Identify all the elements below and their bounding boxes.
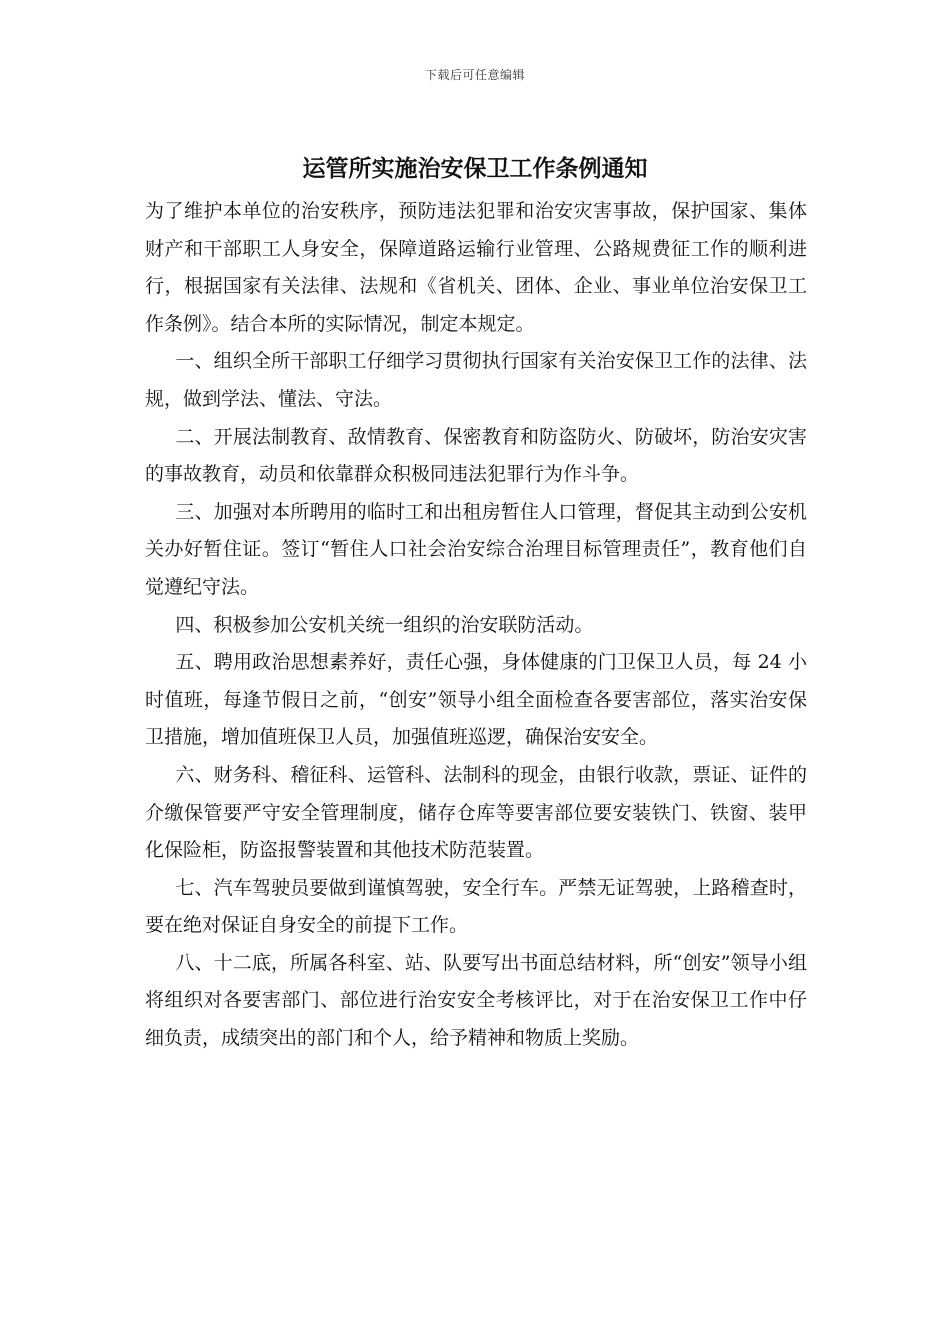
header-note: 下载后可任意编辑 bbox=[424, 68, 525, 82]
intro-paragraph: 为了维护本单位的治安秩序，预防违法犯罪和治安灾害事故，保护国家、集体财产和干部职工人身安全，保障道路运输行业管理、公路规费征工作的顺利进行，根据国家有关法律、法规和《省机关、团体、企业、事业单位治安保卫工作条例》。结合本所的实际情况，制定本规定。 bbox=[145, 200, 807, 335]
document-title: 运管所实施治安保卫工作条例通知 bbox=[302, 156, 648, 182]
clause-1: 一、组织全所干部职工仔细学习贯彻执行国家有关治安保卫工作的法律、法规，做到学法、懂法、守法。 bbox=[145, 350, 807, 410]
clause-7: 七、汽车驾驶员要做到谨慎驾驶，安全行车。严禁无证驾驶，上路稽查时，要在绝对保证自身安全的前提下工作。 bbox=[145, 876, 807, 937]
clause-3: 三、加强对本所聘用的临时工和出租房暂住人口管理，督促其主动到公安机关办好暂住证。签订“暂住人口社会治安综合治理目标管理责任”，教育他们自觉遵纪守法。 bbox=[145, 500, 807, 598]
clause-8: 八、十二底，所属各科室、站、队要写出书面总结材料，所“创安”领导小组将组织对各要害部门、部位进行治安安全考核评比，对于在治安保卫工作中仔细负责，成绩突出的部门和个人，给予精神和物质上奖励。 bbox=[145, 951, 807, 1050]
clause-6: 六、财务科、稽征科、运管科、法制科的现金，由银行收款，票证、证件的介缴保管要严守安全管理制度，储存仓库等要害部位要安装铁门、铁窗、装甲化保险柜，防盗报警装置和其他技术防范装置。 bbox=[145, 763, 807, 862]
document-body bbox=[145, 193, 807, 1058]
clause-4: 四、积极参加公安机关统一组织的治安联防活动。 bbox=[175, 613, 594, 636]
clause-2: 二、开展法制教育、敌情教育、保密教育和防盗防火、防破坏，防治安灾害的事故教育，动员和依靠群众积极同违法犯罪行为作斗争。 bbox=[145, 425, 807, 486]
clause-5: 五、聘用政治思想素养好，责任心强，身体健康的门卫保卫人员，每 24 小时值班，每逢节假日之前，“创安”领导小组全面检查各要害部位，落实治安保卫措施，增加值班保卫人员，加强值班巡逻，确保治安安全。 bbox=[145, 651, 807, 749]
